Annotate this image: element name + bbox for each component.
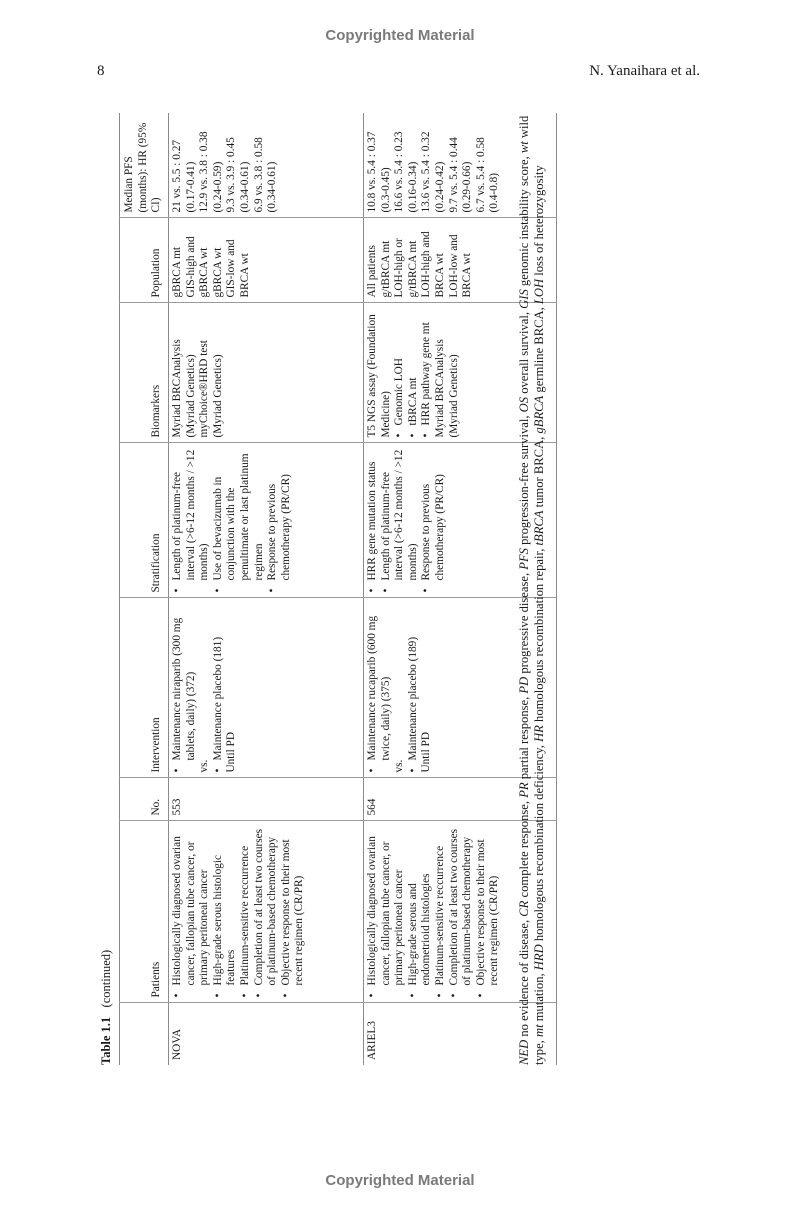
col-header-population: Population: [120, 218, 169, 303]
stratification-item: • Length of platinum-free interval (>6-12 months / >12 months): [171, 449, 212, 593]
footnote-abbr: PR: [517, 782, 531, 798]
sample-size: 564: [364, 778, 557, 821]
median-pfs-line: 12.9 vs. 3.8 : 0.38 (0.24-0.59): [198, 131, 224, 213]
biomarker-item: • Genomic LOH: [393, 309, 407, 438]
stratification-item: • Use of bevacizumab in conjunction with the penultimate or last platinum regimen: [212, 449, 266, 593]
population-cell: [169, 218, 364, 303]
col-header-patients: Patients: [120, 821, 169, 1003]
intervention-until: Until PD: [225, 732, 238, 773]
patients-item: • Histologically diagnosed ovarian cancer, fallopian tube cancer, or primary peritoneal cancer: [171, 827, 212, 998]
patients-item: • Objective response to their most recent regimen (CR/PR): [280, 827, 307, 998]
median-pfs-line: 16.6 vs. 5.4 : 0.23 (0.16-0.34): [393, 131, 419, 213]
median-pfs-cell: [169, 113, 364, 218]
footnote-def: mutation,: [532, 970, 547, 1025]
stratification-item: • Length of platinum-free interval (>6-12 months / >12 months): [380, 449, 421, 593]
footnote-abbr: GIS: [517, 289, 531, 309]
biomarker-tail: Myriad BRCAnalysis (Myriad Genetics): [433, 339, 460, 438]
intervention-vs: vs.: [198, 759, 211, 773]
population-line: GIS-low and BRCA wt: [225, 239, 251, 298]
patients-item: • Platinum-sensitive reccurrence: [434, 827, 448, 998]
table-caption-text: (continued): [99, 949, 113, 1008]
intervention-arm: • Maintenance placebo (181): [212, 604, 226, 773]
population-line: GIS-high and gBRCA wt: [184, 236, 211, 298]
intervention-arm: • Maintenance niraparib (300 mg tablets, daily) (372): [171, 604, 198, 773]
patients-item: • Histologically diagnosed ovarian cancer, fallopian tube cancer, or primary peritoneal cancer: [366, 827, 407, 998]
median-pfs-line: 9.3 vs. 3.9 : 0.45 (0.34-0.61): [225, 137, 251, 213]
table-footnote: [517, 113, 547, 1065]
sample-size: 553: [169, 778, 364, 821]
table-caption: [97, 950, 119, 1065]
table-caption-label: Table 1.1: [99, 1016, 113, 1065]
col-header-trial: [120, 1003, 169, 1065]
median-pfs-line: 6.7 vs. 5.4 : 0.58 (0.4-0.8): [474, 137, 501, 213]
footnote-abbr: tBRCA: [532, 510, 547, 546]
col-header-no: No.: [120, 778, 169, 821]
patients-item: • Completion of at least two courses of platinum-based chemotherapy: [253, 827, 280, 998]
median-pfs-line: 9.7 vs. 5.4 : 0.44 (0.29-0.66): [447, 137, 474, 213]
biomarkers-cell: [169, 303, 364, 443]
footnote-abbr: wt: [517, 141, 531, 154]
patients-item: • Objective response to their most recent regimen (CR/PR): [475, 827, 502, 998]
trial-name: NOVA: [171, 1028, 183, 1060]
footnote-def: homologous recombination repair,: [532, 545, 547, 726]
biomarker-line: myChoice®HRD test (Myriad Genetics): [198, 340, 224, 438]
median-pfs-line: 10.8 vs. 5.4 : 0.37 (0.3-0.45): [366, 131, 392, 213]
rotated-table-block: [97, 110, 642, 1065]
population-line: LOH-high or g/tBRCA mt: [393, 238, 419, 298]
table-header-row: [120, 113, 169, 1065]
intervention-vs: vs.: [393, 759, 406, 773]
median-pfs-line: 21 vs. 5.5 : 0.27 (0.17-0.41): [171, 140, 197, 213]
col-header-biomarkers: Biomarkers: [120, 303, 169, 443]
stratification-item: • Response to previous chemotherapy (PR/CR): [266, 449, 293, 593]
stratification-item: • Response to previous chemotherapy (PR/CR): [420, 449, 447, 593]
footnote-def: progression-free survival,: [517, 412, 531, 549]
biomarker-line: Myriad BRCAnalysis (Myriad Genetics): [171, 339, 197, 438]
footnote-def: partial response,: [517, 693, 531, 783]
population-line: LOH-high and BRCA wt: [420, 231, 446, 298]
median-pfs-line: 13.6 vs. 5.4 : 0.32 (0.24-0.42): [420, 131, 446, 213]
footnote-abbr: NED: [517, 1039, 531, 1065]
footnote-def: loss of heterozygosity: [532, 165, 547, 279]
footnote-abbr: HRD: [532, 944, 547, 971]
footnote-def: wild type,: [517, 115, 547, 1065]
col-header-intervention: Intervention: [120, 598, 169, 778]
footnote-def: overall survival,: [517, 308, 531, 397]
copyright-watermark-top: Copyrighted Material: [325, 27, 475, 44]
trials-table: [119, 113, 557, 1065]
footnote-def: germline BRCA,: [532, 304, 547, 396]
running-head-authors: N. Yanaihara et al.: [589, 63, 700, 79]
col-header-stratification: Stratification: [120, 443, 169, 598]
table-row: [169, 113, 364, 1065]
footnote-abbr: CR: [517, 900, 531, 917]
footnote-abbr: mt: [532, 1024, 547, 1038]
footnote-def: no evidence of disease,: [517, 916, 531, 1040]
copyright-watermark-bottom: Copyrighted Material: [325, 1172, 475, 1189]
patients-item: • Completion of at least two courses of platinum-based chemotherapy: [448, 827, 475, 998]
footnote-def: progressive disease,: [517, 569, 531, 677]
footnote-abbr: PFS: [517, 548, 531, 570]
trial-name: ARIEL3: [366, 1021, 378, 1060]
biomarker-item: • tBRCA mt: [407, 309, 421, 438]
footnote-abbr: PD: [517, 676, 531, 694]
patients-cell: [169, 821, 364, 1003]
population-line: gBRCA mt: [171, 246, 183, 298]
footnote-abbr: HR: [532, 725, 547, 742]
biomarker-intro: T5 NGS assay (Foundation Medicine): [366, 314, 392, 438]
col-header-median-pfs: Median PFS (months): HR (95% CI): [120, 113, 169, 218]
intervention-cell: [169, 598, 364, 778]
patients-item: • High-grade serous and endometrioid histologies: [407, 827, 434, 998]
patients-item: • High-grade serous histologic features: [212, 827, 239, 998]
patients-item: • Platinum-sensitive reccurrence: [239, 827, 253, 998]
footnote-def: genomic instability score,: [517, 153, 531, 290]
page-number: 8: [97, 63, 105, 79]
median-pfs-line: 6.9 vs. 3.8 : 0.58 (0.34-0.61): [252, 137, 279, 213]
footnote-abbr: gBRCA: [532, 395, 547, 434]
biomarker-item: • HRR pathway gene mt: [420, 309, 434, 438]
stratification-item: • HRR gene mutation status: [366, 449, 380, 593]
population-line: gBRCA wt: [211, 247, 224, 298]
intervention-until: Until PD: [420, 732, 433, 773]
footnote-def: tumor BRCA,: [532, 433, 547, 511]
footnote-abbr: LOH: [532, 278, 547, 305]
population-line: LOH-low and BRCA wt: [447, 234, 474, 298]
stratification-cell: [169, 443, 364, 598]
intervention-arm: • Maintenance placebo (189): [407, 604, 421, 773]
footnote-def: complete response,: [517, 797, 531, 901]
intervention-arm: • Maintenance rucaparib (600 mg twice, daily) (375): [366, 604, 393, 773]
population-line: All patients: [366, 245, 378, 298]
population-line: g/tBRCA mt: [379, 240, 392, 298]
footnote-def: homologous recombination deficiency,: [532, 741, 547, 945]
footnote-abbr: OS: [517, 396, 531, 413]
